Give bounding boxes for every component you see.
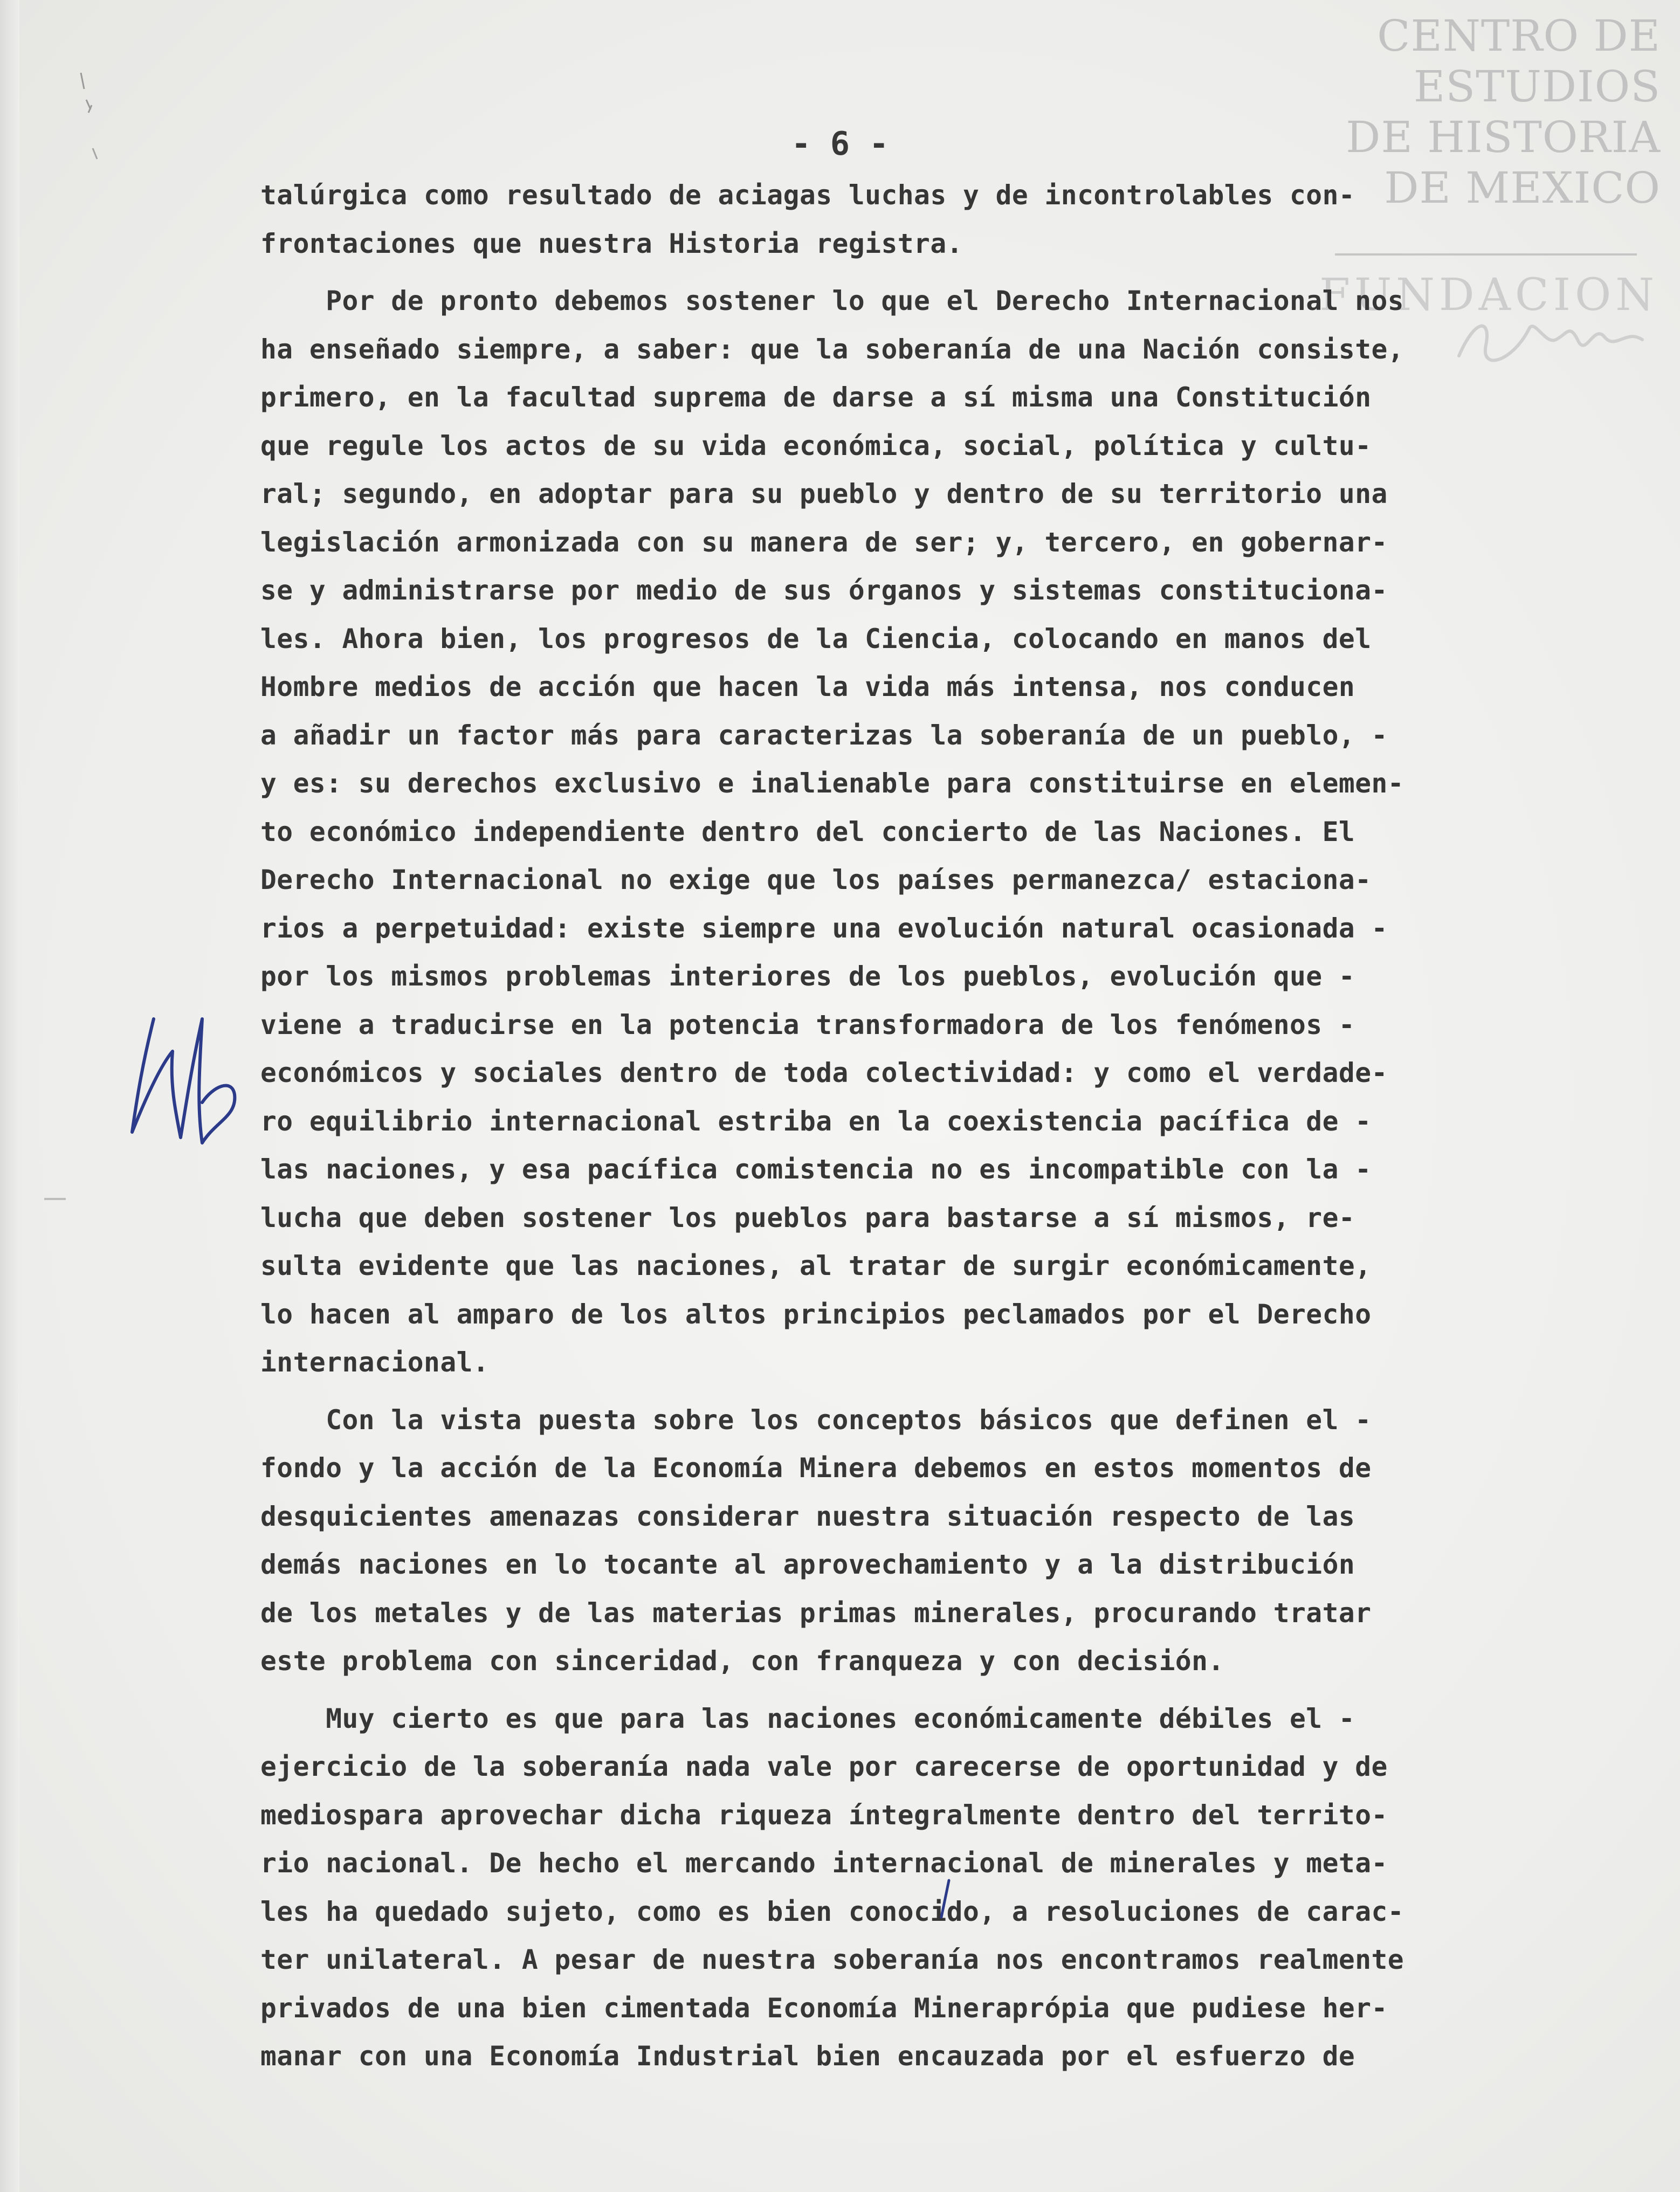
watermark-line: DE MEXICO	[1384, 163, 1661, 213]
text-line: lo hacen al amparo de los altos principios peclamados por el Derecho	[260, 1298, 1372, 1330]
text-line: sulta evidente que las naciones, al tratar de surgir económicamente,	[260, 1250, 1372, 1281]
text-line: mediospara aprovechar dicha riqueza íntegralmente dentro del territo-	[260, 1799, 1388, 1831]
handwritten-initials-mark	[121, 987, 251, 1170]
text-line: manar con una Economía Industrial bien encauzada por el esfuerzo de	[260, 2041, 1355, 2072]
text-line: rios a perpetuidad: existe siempre una evolución natural ocasionada -	[260, 912, 1388, 944]
text-line: y es: su derechos exclusivo e inalienable para constituirse en elemen-	[260, 768, 1404, 799]
text-line: les ha quedado sujeto, como es bien conocido, a resoluciones de carac-	[260, 1895, 1404, 1927]
text-line: rio nacional. De hecho el mercando internacional de minerales y meta-	[260, 1848, 1388, 1879]
watermark-foundation: FUNDACION	[1319, 270, 1658, 321]
text-line: demás naciones en lo tocante al aprovechamiento y a la distribución	[260, 1549, 1355, 1580]
text-line: que regule los actos de su vida económica, social, política y cultu-	[260, 430, 1372, 461]
text-line: a añadir un factor más para caracterizas la soberanía de un pueblo, -	[260, 719, 1388, 751]
handwritten-slash-mark	[937, 1878, 953, 1919]
text-line: este problema con sinceridad, con franqueza y con decisión.	[260, 1645, 1224, 1677]
text-line: desquicientes amenazas considerar nuestra situación respecto de las	[260, 1500, 1355, 1532]
text-line: primero, en la facultad suprema de darse a sí misma una Constitución	[260, 382, 1372, 413]
typed-text-body	[260, 171, 1598, 2081]
text-line: privados de una bien cimentada Economía Mineraprópia que pudiese her-	[260, 1992, 1388, 2024]
text-line: ral; segundo, en adoptar para su pueblo y dentro de su territorio una	[260, 478, 1388, 509]
text-line: legislación armonizada con su manera de ser; y, tercero, en gobernar-	[260, 526, 1388, 558]
text-line: por los mismos problemas interiores de los pueblos, evolución que -	[260, 961, 1355, 992]
text-line: las naciones, y esa pacífica comistencia no es incompatible con la -	[260, 1154, 1372, 1185]
text-line: talúrgica como resultado de aciagas luchas y de incontrolables con-	[260, 180, 1355, 211]
text-line: les. Ahora bien, los progresos de la Ciencia, colocando en manos del	[260, 623, 1372, 654]
watermark-line: CENTRO DE	[1377, 11, 1661, 61]
text-line: lucha que deben sostener los pueblos para bastarse a sí mismos, re-	[260, 1202, 1355, 1233]
text-line: internacional.	[260, 1347, 490, 1378]
text-line: se y administrarse por medio de sus órganos y sistemas constituciona-	[260, 575, 1388, 606]
text-line: Derecho Internacional no exige que los países permanezca/ estaciona-	[260, 864, 1372, 895]
page-number: - 6 -	[791, 125, 889, 163]
text-line: frontaciones que nuestra Historia registra.	[260, 228, 963, 259]
text-line: ro equilibrio internacional estriba en la coexistencia pacífica de -	[260, 1105, 1372, 1137]
text-line: ejercicio de la soberanía nada vale por carecerse de oportunidad y de	[260, 1751, 1388, 1782]
text-line: Por de pronto debemos sostener lo que el Derecho Internacional nos	[260, 285, 1404, 316]
text-line: económicos y sociales dentro de toda colectividad: y como el verdade-	[260, 1057, 1388, 1088]
watermark-line: DE HISTORIA	[1346, 112, 1661, 162]
scan-edge-shadow	[0, 0, 19, 2192]
text-line: to económico independiente dentro del concierto de las Naciones. El	[260, 816, 1355, 847]
margin-mark	[44, 1198, 66, 1200]
text-line: viene a traducirse en la potencia transformadora de los fenómenos -	[260, 1009, 1355, 1040]
text-line: ter unilateral. A pesar de nuestra soberanía nos encontramos realmente	[260, 1944, 1404, 1975]
text-line: Muy cierto es que para las naciones económicamente débiles el -	[260, 1702, 1355, 1734]
text-line: ha enseñado siempre, a saber: que la soberanía de una Nación consiste,	[260, 333, 1404, 365]
watermark-line: ESTUDIOS	[1413, 61, 1661, 112]
text-line: Con la vista puesta sobre los conceptos básicos que definen el -	[260, 1404, 1372, 1436]
text-line: fondo y la acción de la Economía Minera debemos en estos momentos de	[260, 1452, 1372, 1484]
text-line: Hombre medios de acción que hacen la vida más intensa, nos conducen	[260, 671, 1355, 702]
text-line: de los metales y de las materias primas minerales, procurando tratar	[260, 1597, 1372, 1629]
